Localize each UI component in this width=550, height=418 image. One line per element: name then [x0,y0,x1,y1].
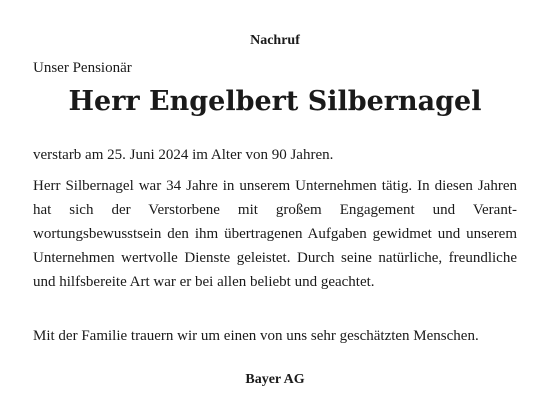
company-signature: Bayer AG [245,372,305,387]
notice-heading: Nachruf [250,33,300,48]
death-date-line: verstarb am 25. Juni 2024 im Alter von 90 Jahren. [33,147,334,163]
closing-line: Mit der Familie trauern wir um einen von uns sehr geschätzten Menschen. [33,328,479,344]
intro-line: Unser Pensionär [33,60,132,76]
deceased-name: Herr Engelbert Silbernagel [68,86,482,117]
body-paragraph: Herr Silbernagel war 34 Jahre in unserem Unternehmen tätig. In diesen Jahren hat sich der Verstorbene mit großem Engagement und Verantwortungsbewusstsein den ihm übertragenen Aufgaben gewidmet und unserem Unternehmen wertvolle Dienste geleistet. Durch seine natürliche, freundliche und hilfsbereite Art war er bei allen beliebt und geachtet. [33,178,517,290]
